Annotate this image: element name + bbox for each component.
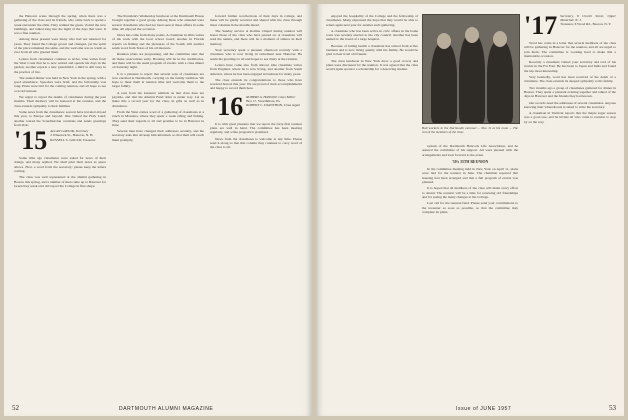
photo-figure-right [487,41,513,123]
left-page-footer: DARTMOUTH ALUMNI MAGAZINE [119,406,214,412]
photo-figure-center [459,35,485,123]
right-column-2: system of the Dartmouth Hancock Life Association, and he assured the committee of his support. All were pleased with the arrangements and look forward to the event. '30's 35TH REUNION In the committee meeting held in New York on April 11, plans were laid for the reunion in June. The chairman reported that housing had been arranged and that a full program of events was planned. It is hoped that all members of the class will make every effort to attend. The reunion will be a time for renewing old friendships and for seeing the many changes at the College. Last call for the reunion fund. Please send your contributions to the treasurer as soon as possible, so that the committee may complete its plans. [422,144,518,214]
class-16-number: '16 [210,94,244,119]
right-column-1: enjoyed the hospitality of the College and the fellowship of classmates. Many expressed the hope that they would be able to return again next year for another such gathering. A classmate who has been active in civic affairs in his home town was recently elected to the city council. Another has been named to the board of a large hospital. Because of failing health a classmate has retired from active business and is now living quietly with his family. He would be glad to hear from old friends. The class luncheon in New York drew a good crowd, and plans were discussed for the reunion. It was agreed that the class would again sponsor a scholarship for a deserving student. [326,14,418,72]
left-column-3: forward further recollections of their days in college, and these will be gladly received and shared with the class through these columns in the months ahead. The Sunday service at Rollins Chapel during reunion will honor those of the class who have passed on. A classmate will read the names, and there will be a moment of silence in their memory. Your secretary spent a pleasant afternoon recently with a classmate who is now living in retirement near Hanover. He sends his greetings to all and hopes to see many at the reunion. Letters have come also from abroad. One classmate writes from England, where he is now living, and another from South America, where he has been engaged in business for many years. The class extends its congratulations to those who have received honors this year. We are proud of their accomplishments and happy to record them here. '16 ROBERT A. HANSON, Class Editor Box 17, Swarthmore, Pa. ROBERT C. DIANTHON, Class Agent It is with great pleasure that we report the forty-first reunion plans are well in hand. The committee has been meeting regularly, and a fine program is promised. News from the classmates is welcome at any time. Please send it along so that this column may continue to carry word of the class to all. [210,14,302,150]
reunion-subhead: '30's 35TH REUNION [451,159,489,164]
class-15-treasurer: RUSSELL S. GOULD, Treasurer [50,137,96,142]
left-column-1: the Hanover scene through the spring, when there was a gathering of the class and its friends, who came back to spend a week end under the elms. They walked the green, visited the new buildings, and talked long into the night of the days that were. It was a fine reunion. Among those present were many who had not returned for years. They found the College grown and changed, yet the spirit of the place remained the same, and the welcome was as warm as ever from all who greeted them. Letters from classmates continue to arrive. One writes from the West Coast that he is now retired and spends his days in the garden; another reports a new grandchild; a third is still busy in the practice of law. The annual dinner was held in New York in the spring, with a good attendance. Speeches were brief, and the fellowship was long. Plans were laid for the coming reunion, and all hope to see a record turnout. We regret to report the deaths of classmates during the past months. Their memory will be honored at the reunion, and the class extends sympathy to their families. Some news from the classmates: several have traveled abroad this year, to Europe and beyond. One visited the Holy Land; another toured the Scandinavian countries and sends greetings from Oslo. '15 ALLAN GAYLOR, Secretary 2 Wheelock St., Hanover, N. H. RUSSELL S. GOULD, Treasurer Some time ago classmates were asked for news of their doings, and many replied. We shall print their notes as space allows. First, a word from the secretary: please keep the letters coming. The class was well represented at the alumni gathering in Boston this spring, and a number of men came up to Hanover for Green Key week end. All report the College in fine shape. [14,14,106,188]
photo-head-left [437,33,451,49]
class-16-heading [210,95,302,119]
class-15-address: 2 Wheelock St., Hanover, N. H. [50,133,94,138]
right-page [316,4,624,416]
class-16-address: Box 17, Swarthmore, Pa. [246,98,281,103]
right-column-3: '17 Secretary, 8 Church Street, Upper Montclair, N. J. Treasurer, 6 Wood Rd., Beacon, N. Y. Word has come in a letter that several members of the class will be gathering in Hanover for the reunion, and all are urged to join them. The committee is working hard to make this a memorable occasion. Recently a classmate visited your secretary and told of his travels in the Far East. He has been to Japan and India and found the trip most interesting. Very belatedly, word has been received of the death of a classmate. The class extends its deepest sympathy to his family. Two months ago a group of classmates gathered for dinner in Boston. They spent a pleasant evening together and talked of the days in Hanover and the friends they had known. Our records need the addresses of several classmates. Anyone knowing their whereabouts is asked to write the secretary. A classmate in Vermont reports that the maple sugar season was a good one, and he invites all who come to reunion to stop by on the way. [524,14,616,124]
left-page-number: 52 [12,404,19,412]
photo-head-right [493,31,507,47]
class-17-secretary: Secretary, 8 Church Street, Upper Montclair, N. J. [560,14,616,23]
right-page-number: 53 [609,404,616,412]
class-17-treasurer: Treasurer, 6 Wood Rd., Beacon, N. Y. [560,22,612,27]
photo-head-center [465,27,479,43]
photo-figure-left [431,43,457,123]
right-page-footer: Issue of JUNE 1957 [456,406,512,412]
class-17-heading [524,14,616,38]
left-column-2: The President's Wednesday luncheon at the Dartmouth House brought together a good group. Among those who attended were several classmates who had not been seen at these affairs in some time. All enjoyed the occasion. News has come from many points. A classmate in Ohio writes of his work with the local school board; another in Florida reports on fishing and the pleasures of the South; still another sends word from Texas of his oil interests. Reunion plans are progressing, and the committee asks that all make reservations early. Housing will be in the dormitories, and there will be the usual program of events, with a class dinner on Saturday night. It is a pleasure to report that several sons of classmates are now enrolled at Dartmouth, carrying on the family tradition. We hope to meet them at reunion time and welcome them to the larger family. A note from the treasurer reminds us that class dues are payable, and that the Alumni Fund drive is under way. Let us make this a record year for the class, in gifts as well as in attendance. From the West comes word of a gathering of classmates at a ranch in Montana, where they spent a week riding and fishing. They send their regards to all and promise to be in Hanover in June. Several men have changed their addresses recently, and the secretary asks that all keep him informed, so that mail will reach them promptly. [112,14,204,142]
class-17-number: '17 [524,14,558,38]
class-photo [422,14,520,124]
photo-caption: Bolt workers in the Dartmouth carousel ... Nov. 11 at his room ... The rest of the members of the class [422,126,518,134]
class-15-heading [14,129,106,153]
class-15-secretary: ALLAN GAYLOR, Secretary [50,129,89,134]
class-16-agent: ROBERT C. DIANTHON, Class Agent [246,103,301,108]
class-15-number: '15 [14,129,48,154]
class-16-secretary: ROBERT A. HANSON, Class Editor [246,94,296,99]
left-page [4,4,312,416]
